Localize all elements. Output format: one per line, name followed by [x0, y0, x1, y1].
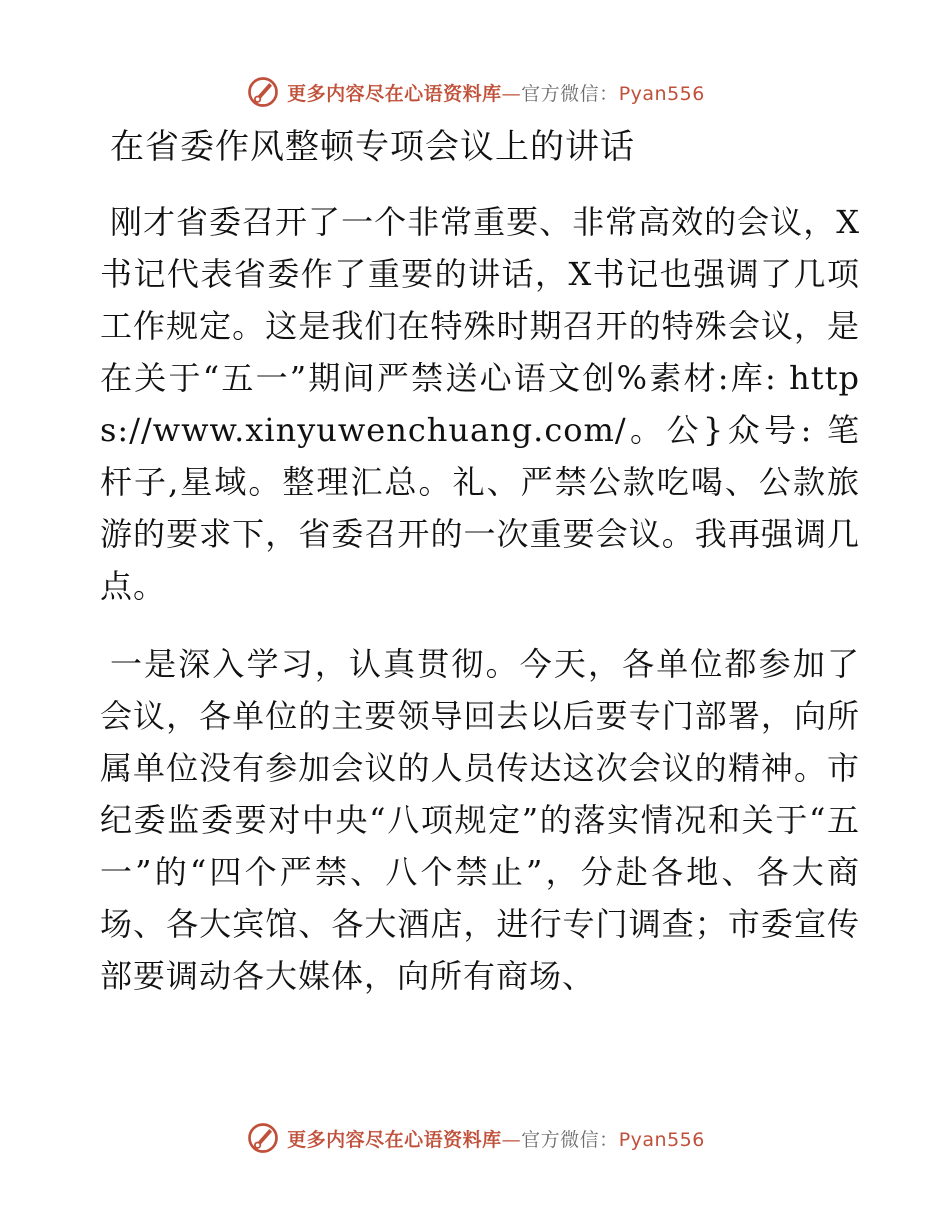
watermark-main: 更多内容尽在心语资料库: [287, 82, 502, 105]
paragraph-1: 刚才省委召开了一个非常重要、非常高效的会议，X书记代表省委作了重要的讲话，X书记也强调了几项工作规定。这是我们在特殊时期召开的特殊会议，是在关于“五一”期间严禁送心语文创%素材:库: https://www.xinyuwenchuang.com/。公}众号: 笔杆子,星域。整理汇总。礼、严禁公款吃喝、公款旅游的要求下，省委召开的一次重要会议。我再强调几点。: [100, 203, 860, 605]
header-watermark: [0, 72, 950, 112]
paragraph-2: 一是深入学习，认真贯彻。今天，各单位都参加了会议，各单位的主要领导回去以后要专门部署，向所属单位没有参加会议的人员传达这次会议的精神。市纪委监委要对中央“八项规定”的落实情况和关于“五一”的“四个严禁、八个禁止”，分赴各地、各大商场、各大宾馆、各大酒店，进行专门调查；市委宣传部要调动各大媒体，向所有商场、: [100, 645, 860, 995]
document-body: [100, 120, 860, 1002]
document-title: 在省委作风整顿专项会议上的讲话: [110, 127, 635, 167]
watermark-id: Pyan556: [618, 1128, 705, 1151]
footer-watermark: [0, 1118, 950, 1158]
watermark-text: [287, 79, 705, 106]
watermark-label: 官方微信：: [521, 82, 619, 105]
watermark-separator: —: [501, 1128, 522, 1151]
watermark-id: Pyan556: [618, 82, 705, 105]
watermark-label: 官方微信：: [521, 1128, 619, 1151]
watermark-text: [287, 1125, 705, 1152]
brand-logo-icon: [245, 1120, 281, 1156]
watermark-main: 更多内容尽在心语资料库: [287, 1128, 502, 1151]
watermark-separator: —: [501, 82, 522, 105]
brand-logo-icon: [245, 74, 281, 110]
